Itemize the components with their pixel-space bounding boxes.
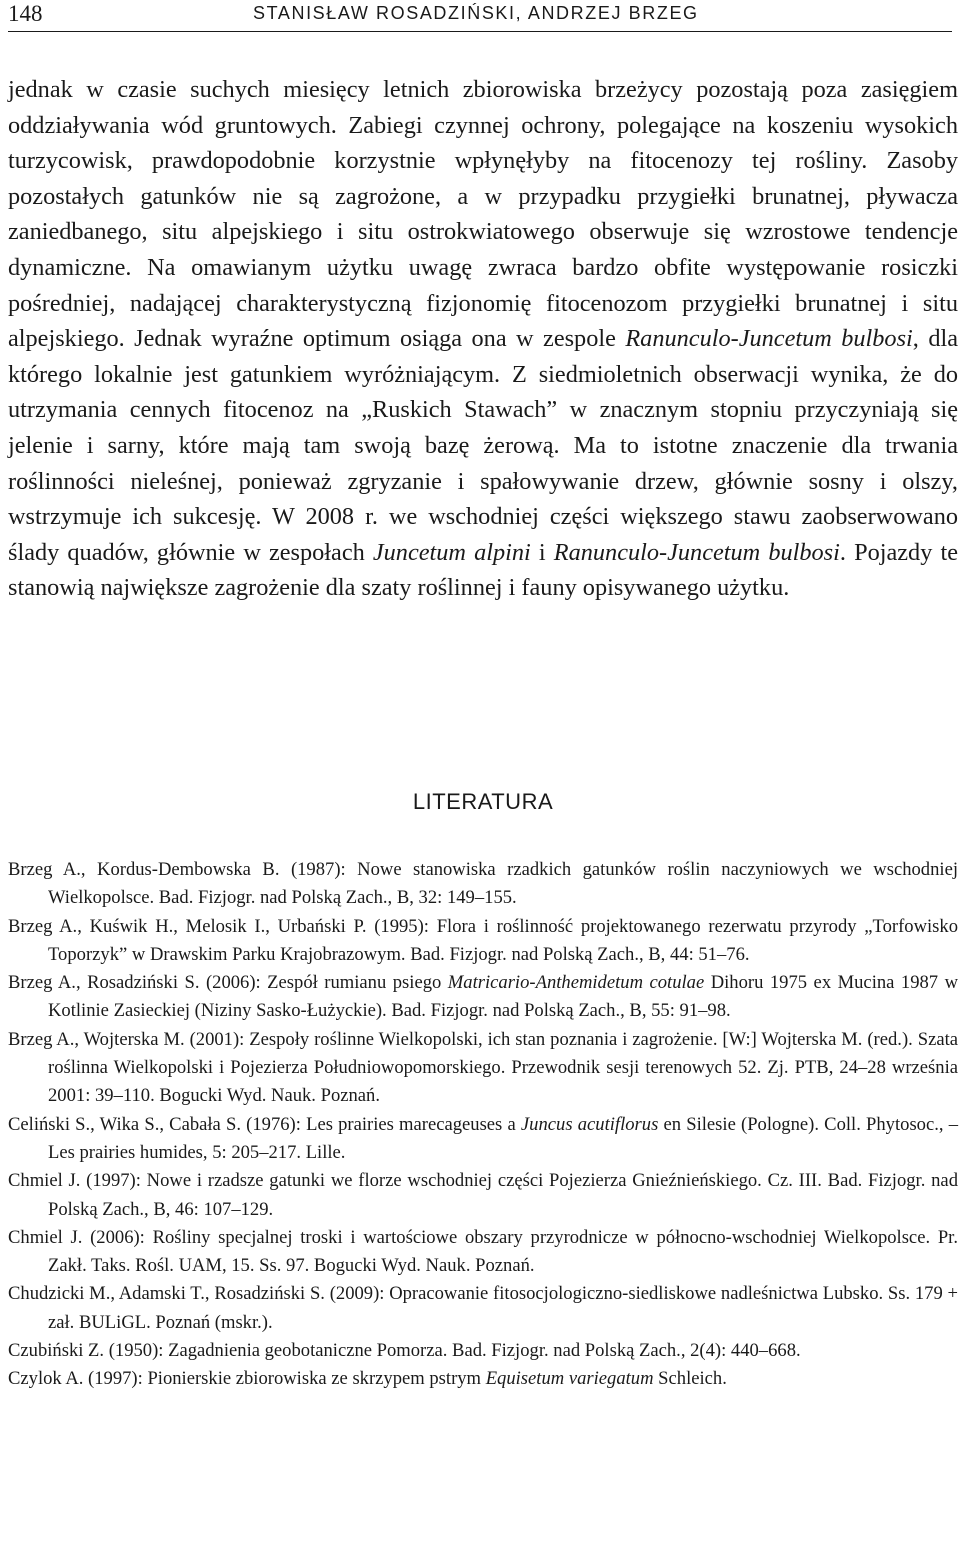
literature-heading: LITERATURA bbox=[412, 789, 554, 814]
reference-text: Brzeg A., Kuświk H., Melosik I., Urbański P. (1995): Flora i roślinność projektowanego rezerwatu przyrody „Torfowisko Toporzyk” w Drawskim Parku Krajobrazowym. Bad. Fizjogr. nad Polską Zach., B, 44: 51–76. bbox=[8, 915, 958, 965]
reference-text: Celiński S., Wika S., Cabała S. (1976): Les prairies marecageuses a bbox=[8, 1113, 521, 1135]
reference-item bbox=[8, 969, 958, 1026]
reference-text: Brzeg A., Kordus-Dembowska B. (1987): Nowe stanowiska rzadkich gatunków roślin naczyniowych we wschodniej Wielkopolsce. Bad. Fizjogr. nad Polską Zach., B, 32: 149–155. bbox=[8, 859, 958, 909]
reference-item bbox=[8, 1026, 958, 1111]
header-rule bbox=[8, 31, 952, 32]
body-text-1: jednak w czasie suchych miesięcy letnich zbiorowiska brzeżycy pozostają poza zasięgiem oddziaływania wód gruntowych. Zabiegi czynnej ochrony, polegające na koszeniu wysokich turzycowisk, prawdopodobnie korzystnie wpłynęłyby na fitocenozy tej rośliny. Zasoby pozostałych gatunków nie są zagrożone, a w przypadku przygiełki brunatnej, pływacza zaniedbanego, situ alpejskiego i situ ostrokwiatowego obserwuje się wzrostowe tendencje dynamiczne. Na omawianym użytku uwagę zwraca bardzo obfite występowanie rosiczki pośredniej, nadającej charakterystyczną fizjonomię fitocenozom przygiełki brunatnej i situ alpejskiego. Jednak wyraźne optimum osiąga ona w zespole bbox=[8, 76, 958, 353]
reference-taxon: Matricario-Anthemidetum cotulae bbox=[447, 972, 705, 994]
body-text-2: , dla którego lokalnie jest gatunkiem wyróżniającym. Z siedmioletnich obserwacji wynika, że do utrzymania cennych fitocenoz na „Ruskich Stawach” w znacznym stopniu przyczyniają się jelenie i sarny, które mają tam swoją bazę żerową. Ma to istotne znaczenie dla trwania roślinności nieleśnej, ponieważ zgryzanie i spałowywanie drzew, głównie sosny i olszy, wstrzymuje ich sukcesję. W 2008 r. we wschodniej części większego stawu zaobserwowano ślady quadów, głównie w zespołach bbox=[8, 325, 958, 566]
reference-text: Brzeg A., Wojterska M. (2001): Zespoły roślinne Wielkopolski, ich stan poznania i zagrożenie. [W:] Wojterska M. (red.). Szata roślinna Wielkopolski i Pojezierza Południowopomorskiego. Przewodnik sesji terenowych 52. Zj. PTB, 24–28 września 2001: 39–110. Bogucki Wyd. Nauk. Poznań. bbox=[8, 1028, 958, 1107]
body-paragraph bbox=[8, 72, 958, 606]
reference-text: Chudzicki M., Adamski T., Rosadziński S. (2009): Opracowanie fitosocjologiczno-siedliskowe nadleśnictwa Lubsko. Ss. 179 + zał. BULiGL. Poznań (mskr.). bbox=[8, 1283, 958, 1333]
reference-item bbox=[8, 1280, 958, 1337]
body-text-3: i bbox=[530, 538, 554, 566]
species-name: Ranunculo-Juncetum bulbosi bbox=[625, 325, 913, 353]
reference-item bbox=[8, 1167, 958, 1224]
species-name: Ranunculo-Juncetum bulbosi bbox=[553, 538, 840, 566]
running-head: STANISŁAW ROSADZIŃSKI, ANDRZEJ BRZEG bbox=[253, 3, 699, 23]
page-number: 148 bbox=[8, 1, 43, 26]
reference-taxon: Equisetum variegatum bbox=[485, 1368, 654, 1390]
reference-item bbox=[8, 1224, 958, 1281]
reference-text: en Silesie (Pologne). Coll. Phytosoc., – Les prairies humides, 5: 205–217. Lille. bbox=[48, 1113, 959, 1163]
reference-text: Czubiński Z. (1950): Zagadnienia geobotaniczne Pomorza. Bad. Fizjogr. nad Polską Zach., 2(4): 440–668. bbox=[8, 1340, 801, 1362]
reference-text: Dihoru 1975 ex Mucina 1987 w Kotlinie Zasieckiej (Niziny Sasko-Łużyckie). Bad. Fizjogr. nad Polską Zach., B, 55: 91–98. bbox=[48, 972, 959, 1022]
species-name: Juncetum alpini bbox=[372, 538, 531, 566]
reference-text: Chmiel J. (2006): Rośliny specjalnej troski i wartościowe obszary przyrodnicze w północno-wschodniej Wielkopolsce. Pr. Zakł. Taks. Rośl. UAM, 15. Ss. 97. Bogucki Wyd. Nauk. Poznań. bbox=[8, 1226, 958, 1277]
page-header bbox=[8, 0, 952, 30]
reference-text: Schleich. bbox=[653, 1368, 727, 1390]
reference-item bbox=[8, 856, 958, 913]
reference-taxon: Juncus acutiflorus bbox=[520, 1113, 659, 1135]
reference-item bbox=[8, 1365, 958, 1393]
reference-text: Chmiel J. (1997): Nowe i rzadsze gatunki we florze wschodniej części Pojezierza Gnieźnieńskiego. Cz. III. Bad. Fizjogr. nad Polską Zach., B, 46: 107–129. bbox=[8, 1170, 958, 1220]
reference-list bbox=[8, 856, 958, 1394]
reference-item bbox=[8, 1111, 958, 1168]
reference-item bbox=[8, 913, 958, 970]
reference-text: Brzeg A., Rosadziński S. (2006): Zespół rumianu psiego bbox=[8, 972, 448, 994]
body-text-4: . Pojazdy te stanowią największe zagrożenie dla szaty roślinnej i fauny opisywanego użytku. bbox=[8, 538, 958, 602]
reference-item bbox=[8, 1337, 958, 1365]
reference-text: Czylok A. (1997): Pionierskie zbiorowiska ze skrzypem pstrym bbox=[8, 1368, 486, 1390]
